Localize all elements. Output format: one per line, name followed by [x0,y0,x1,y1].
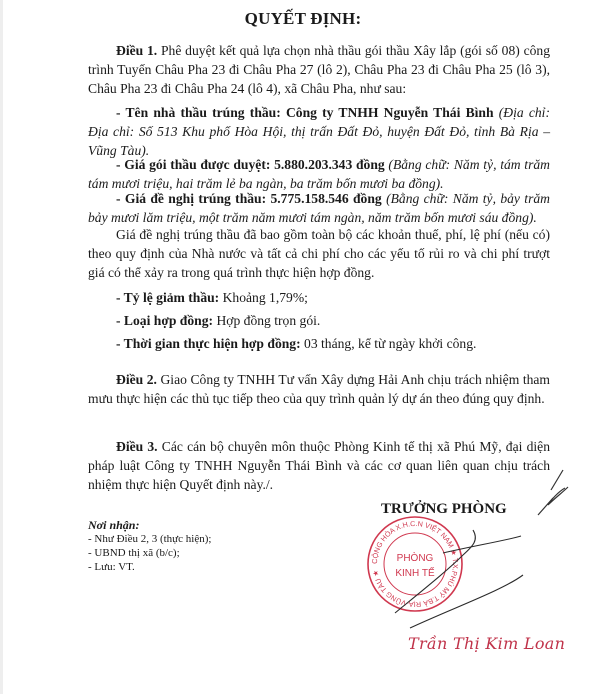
article-1-label: Điều 1. [116,43,158,58]
duration-line [88,334,550,353]
contract-type-value: Hợp đồng trọn gói. [213,313,321,328]
official-stamp [365,514,465,614]
article-3-label: Điều 3. [116,439,158,454]
winner-address: (Địa chỉ: Địa chỉ: Số 513 Khu phố Hòa Hội, thị trấn Đất Đỏ, huyện Đất Đỏ, tỉnh Bà Rịa – Vũng Tàu). [88,105,550,158]
recipients-heading: Nơi nhận: [88,518,140,532]
discount-line [88,288,550,307]
recipient-item: - Lưu: VT. [88,561,135,573]
signatory-title: TRƯỞNG PHÒNG [381,501,507,517]
article-2-label: Điều 2. [116,372,157,387]
winner-label: - Tên nhà thầu trúng thầu: Công ty TNHH Nguyễn Thái Bình [116,105,494,120]
stamp-center-line2: KINH TẾ [395,568,435,579]
price-note: Giá đề nghị trúng thầu đã bao gồm toàn bộ các khoản thuế, phí, lệ phí (nếu có) theo quy định của Nhà nước và tất cả chi phí cho các yếu tố rủi ro và chi phí trượt giá có thể xảy ra trong quá trình thực hiện hợp đồng. [88,227,550,280]
approved-price-line [88,155,550,193]
duration-label: - Thời gian thực hiện hợp đồng: [116,336,301,351]
article-3-text: Các cán bộ chuyên môn thuộc Phòng Kinh tế thị xã Phú Mỹ, đại diện pháp luật Công ty TNHH Nguyễn Thái Bình và các cơ quan liên quan chịu trách nhiệm thực hiện Quyết định này./. [88,439,550,492]
proposed-price-label: - Giá đề nghị trúng thầu: 5.775.158.546 đồng [116,191,382,206]
recipient-item: - UBND thị xã (b/c); [88,547,180,559]
recipients-block [88,518,211,574]
article-1-text: Phê duyệt kết quả lựa chọn nhà thầu gói thầu Xây lắp (gói số 08) công trình Tuyến Châu Pha 23 đi Châu Pha 27 (lô 2), Châu Pha 23 đi Châu Pha 25 (lô 3), Châu Pha 23 đi Châu Pha 24 (lô 4), xã Châu Pha, như sau: [88,43,550,96]
article-3 [88,437,550,494]
recipient-item: - Như Điều 2, 3 (thực hiện); [88,533,212,545]
article-1 [88,41,550,98]
approved-price-words: (Bằng chữ: Năm tỷ, tám trăm tám mươi triệu, hai trăm lẻ ba ngàn, ba trăm bốn mươi ba đồng). [88,157,550,191]
proposed-price-words: (Bằng chữ: Năm tỷ, bảy trăm bảy mươi lăm triệu, một trăm năm mươi tám ngàn, năm trăm bốn mươi sáu đồng). [88,191,550,225]
duration-value: 03 tháng, kể từ ngày khởi công. [300,336,477,351]
proposed-price-line [88,189,550,227]
discount-label: - Tỷ lệ giảm thầu: [116,290,220,305]
approved-price-label: - Giá gói thầu được duyệt: 5.880.203.343 đồng [116,157,385,172]
discount-value: Khoảng 1,79%; [219,290,308,305]
winner-line [88,103,550,160]
stamp-ring-text: CỘNG HÒA X.H.C.N VIỆT NAM ★ T.X.PHÚ MỸ T.BÀ RỊA-VŨNG TÀU ★ [369,518,461,610]
decision-title: QUYẾT ĐỊNH: [244,9,362,28]
article-2-text: Giao Công ty TNHH Tư vấn Xây dựng Hải Anh chịu trách nhiệm tham mưu thực hiện các thủ tục tiếp theo của quy trình quản lý dự án theo đúng quy định. [88,372,550,406]
contract-type-line [88,311,550,330]
contract-type-label: - Loại hợp đồng: [116,313,214,328]
article-2 [88,370,550,408]
signatory-name: Trần Thị Kim Loan [408,634,566,653]
stamp-center-line1: PHÒNG [396,553,434,564]
